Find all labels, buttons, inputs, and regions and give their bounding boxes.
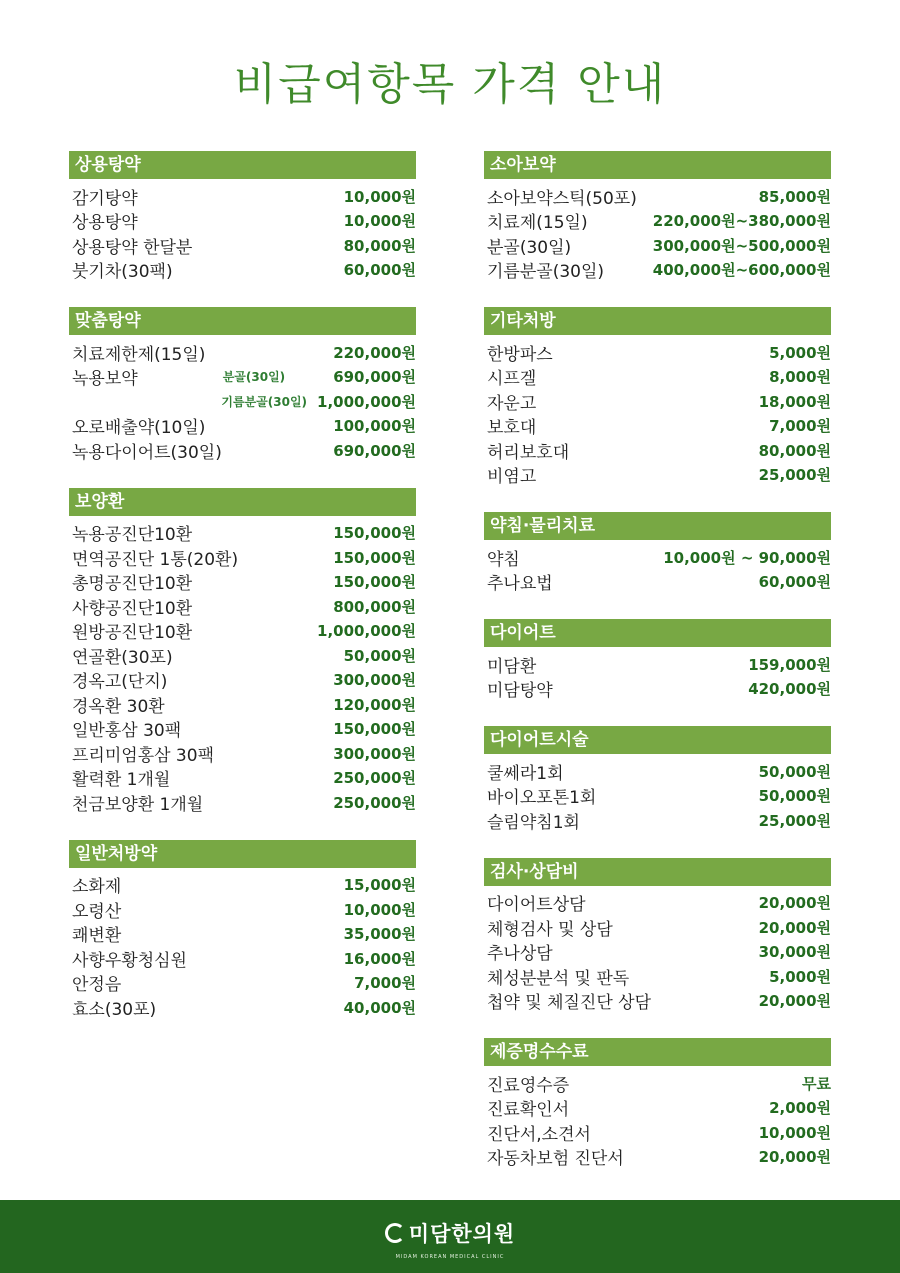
price-section [484, 151, 831, 282]
item-name: 허리보호대 [487, 442, 570, 463]
item-price: 20,000원 [758, 918, 831, 937]
item-name: 일반홍삼 30팩 [72, 721, 182, 742]
item-name: 바이오포톤1회 [487, 788, 597, 809]
price-row [484, 677, 831, 702]
price-section [69, 307, 416, 463]
price-row [69, 643, 416, 668]
item-name: 총명공진단10환 [72, 574, 193, 595]
price-row [484, 438, 831, 463]
item-price: 250,000원 [333, 769, 416, 788]
price-row [69, 209, 416, 234]
item-price: 1,000,000원 [317, 392, 416, 411]
item-name: 자운고 [487, 393, 537, 414]
item-name: 진단서,소견서 [487, 1124, 591, 1145]
item-price: 220,000원 [333, 343, 416, 362]
price-row [69, 414, 416, 439]
clinic-logo [0, 1218, 900, 1260]
section-title: 다이어트 [484, 619, 831, 647]
item-price: 300,000원 [333, 671, 416, 690]
price-row [69, 692, 416, 717]
price-row [484, 784, 831, 809]
item-price: 7,000원 [769, 417, 831, 436]
item-option: 기름분골(30일) [221, 394, 308, 409]
item-name: 한방파스 [487, 344, 553, 365]
item-name: 다이어트상담 [487, 895, 586, 916]
item-price: 150,000원 [333, 720, 416, 739]
right-column [484, 151, 831, 1194]
price-row [69, 184, 416, 209]
section-title: 상용탕약 [69, 151, 416, 179]
price-row [484, 915, 831, 940]
item-name: 천금보양환 1개월 [72, 794, 204, 815]
price-row [484, 365, 831, 390]
item-price: 20,000원 [758, 894, 831, 913]
item-price: 220,000원~380,000원 [652, 212, 831, 231]
item-price: 40,000원 [343, 998, 416, 1017]
item-name: 감기탕약 [72, 188, 138, 209]
item-price: 10,000원 ~ 90,000원 [663, 548, 831, 567]
section-title: 기타처방 [484, 307, 831, 335]
item-price: 50,000원 [343, 646, 416, 665]
price-row [69, 995, 416, 1020]
item-name: 경옥고(단지) [72, 672, 168, 693]
item-name: 분골(30일) [487, 237, 572, 258]
item-price: 5,000원 [769, 343, 831, 362]
price-row [484, 414, 831, 439]
price-row [69, 741, 416, 766]
item-name: 오로배출약(10일) [72, 418, 206, 439]
price-row [69, 897, 416, 922]
price-row [69, 545, 416, 570]
section-title: 검사·상담비 [484, 858, 831, 886]
item-price: 25,000원 [758, 811, 831, 830]
item-name: 추나상담 [487, 944, 553, 965]
price-row [484, 340, 831, 365]
item-name: 활력환 1개월 [72, 770, 171, 791]
section-title: 맞춤탕약 [69, 307, 416, 335]
item-name: 소아보약스틱(50포) [487, 188, 637, 209]
item-name: 쾌변환 [72, 926, 122, 947]
item-name: 녹용공진단10환 [72, 525, 193, 546]
price-row [484, 808, 831, 833]
item-price: 16,000원 [343, 949, 416, 968]
item-price: 85,000원 [758, 187, 831, 206]
item-price: 250,000원 [333, 793, 416, 812]
item-price: 150,000원 [333, 524, 416, 543]
section-title: 약침·물리치료 [484, 512, 831, 540]
item-price: 10,000원 [343, 212, 416, 231]
item-name: 시프겔 [487, 369, 537, 390]
price-row [484, 209, 831, 234]
price-row [69, 365, 416, 390]
section-title: 보양환 [69, 488, 416, 516]
price-row [484, 184, 831, 209]
item-name: 치료제(15일) [487, 213, 588, 234]
item-name: 붓기차(30팩) [72, 262, 173, 283]
item-name: 효소(30포) [72, 999, 157, 1020]
item-price: 300,000원~500,000원 [652, 236, 831, 255]
price-row [69, 258, 416, 283]
item-name: 체형검사 및 상담 [487, 919, 613, 940]
page-title: 비급여항목 가격 안내 [233, 59, 667, 110]
item-price: 50,000원 [758, 762, 831, 781]
item-price: 7,000원 [354, 974, 416, 993]
price-row [69, 619, 416, 644]
item-name: 상용탕약 [72, 213, 138, 234]
price-row [484, 463, 831, 488]
price-row [69, 717, 416, 742]
item-price: 100,000원 [333, 417, 416, 436]
item-name: 약침 [487, 549, 520, 570]
price-row [484, 1120, 831, 1145]
price-row [69, 971, 416, 996]
item-price: 10,000원 [343, 187, 416, 206]
item-price: 15,000원 [343, 876, 416, 895]
section-title: 다이어트시술 [484, 726, 831, 754]
item-name: 안정음 [72, 975, 122, 996]
price-section [484, 512, 831, 594]
item-price: 18,000원 [758, 392, 831, 411]
price-row [69, 594, 416, 619]
item-name: 첩약 및 체질진단 상담 [487, 993, 652, 1014]
item-name: 쿨쎄라1회 [487, 763, 564, 784]
item-price: 10,000원 [758, 1123, 831, 1142]
item-name: 면역공진단 1통(20환) [72, 549, 239, 570]
item-name: 자동차보험 진단서 [487, 1149, 624, 1170]
price-row [69, 233, 416, 258]
price-row [484, 570, 831, 595]
price-row [69, 570, 416, 595]
item-name: 비염고 [487, 467, 537, 488]
item-price: 80,000원 [343, 236, 416, 255]
item-price: 420,000원 [748, 680, 831, 699]
item-price: 8,000원 [769, 368, 831, 387]
price-row [484, 940, 831, 965]
price-row [484, 1145, 831, 1170]
price-section [69, 488, 416, 815]
price-section [484, 1038, 831, 1169]
section-title: 소아보약 [484, 151, 831, 179]
price-row [484, 652, 831, 677]
item-price: 690,000원 [333, 441, 416, 460]
item-name: 경옥환 30환 [72, 696, 165, 717]
price-row [69, 389, 416, 414]
item-name: 녹용보약 [72, 369, 138, 390]
circle-logo-icon [385, 1223, 405, 1243]
item-price: 30,000원 [758, 943, 831, 962]
item-name: 미담환 [487, 656, 537, 677]
item-price: 150,000원 [333, 573, 416, 592]
price-section [484, 858, 831, 1014]
item-name: 진료영수증 [487, 1075, 570, 1096]
price-row [484, 964, 831, 989]
price-row [484, 545, 831, 570]
price-row [69, 790, 416, 815]
item-price: 2,000원 [769, 1099, 831, 1118]
price-section [484, 726, 831, 833]
price-row [69, 946, 416, 971]
item-price: 120,000원 [333, 695, 416, 714]
item-name: 프리미엄홍삼 30팩 [72, 745, 214, 766]
item-price: 20,000원 [758, 1148, 831, 1167]
price-row [69, 521, 416, 546]
item-price: 690,000원 [333, 368, 416, 387]
item-name: 추나요법 [487, 574, 553, 595]
price-section [484, 619, 831, 701]
price-row [484, 1096, 831, 1121]
item-name: 원방공진단10환 [72, 623, 193, 644]
item-name: 오령산 [72, 901, 122, 922]
item-name: 사향공진단10환 [72, 598, 193, 619]
item-price: 25,000원 [758, 466, 831, 485]
section-title: 일반처방약 [69, 840, 416, 868]
item-price: 1,000,000원 [317, 622, 416, 641]
price-row [484, 389, 831, 414]
logo-subtitle: MIDAM KOREAN MEDICAL CLINIC [395, 1254, 505, 1260]
price-row [69, 340, 416, 365]
item-name: 진료확인서 [487, 1100, 570, 1121]
item-name: 소화제 [72, 877, 122, 898]
item-price: 5,000원 [769, 967, 831, 986]
item-price: 150,000원 [333, 548, 416, 567]
item-price: 400,000원~600,000원 [652, 261, 831, 280]
logo-name: 미담한의원 [408, 1222, 516, 1246]
price-row [69, 766, 416, 791]
item-name: 녹용다이어트(30일) [72, 442, 222, 463]
price-row [69, 922, 416, 947]
price-row [69, 438, 416, 463]
item-price: 60,000원 [758, 573, 831, 592]
footer [0, 1200, 900, 1273]
left-column [69, 151, 416, 1045]
price-section [484, 307, 831, 487]
item-name: 체성분분석 및 판독 [487, 968, 630, 989]
item-price: 80,000원 [758, 441, 831, 460]
item-price: 50,000원 [758, 787, 831, 806]
price-row [69, 668, 416, 693]
item-name: 보호대 [487, 418, 537, 439]
item-option: 분골(30일) [222, 370, 286, 385]
item-price: 60,000원 [343, 261, 416, 280]
item-name: 미담탕약 [487, 681, 553, 702]
price-row [484, 258, 831, 283]
item-price: 20,000원 [758, 992, 831, 1011]
item-name: 슬림약침1회 [487, 812, 580, 833]
item-price: 159,000원 [748, 655, 831, 674]
item-name: 사향우황청심원 [72, 950, 187, 971]
price-row [484, 1071, 831, 1096]
price-row [484, 989, 831, 1014]
price-section [69, 840, 416, 1020]
item-name: 기름분골(30일) [487, 262, 605, 283]
price-row [484, 891, 831, 916]
item-price: 10,000원 [343, 900, 416, 919]
item-price: 300,000원 [333, 744, 416, 763]
item-price: 35,000원 [343, 925, 416, 944]
item-price: 800,000원 [333, 597, 416, 616]
item-name: 연골환(30포) [72, 647, 173, 668]
item-price: 무료 [802, 1074, 831, 1093]
item-name: 상용탕약 한달분 [72, 237, 193, 258]
price-row [69, 873, 416, 898]
price-row [484, 233, 831, 258]
price-section [69, 151, 416, 282]
price-row [484, 759, 831, 784]
section-title: 제증명수수료 [484, 1038, 831, 1066]
item-name: 치료제한제(15일) [72, 344, 206, 365]
